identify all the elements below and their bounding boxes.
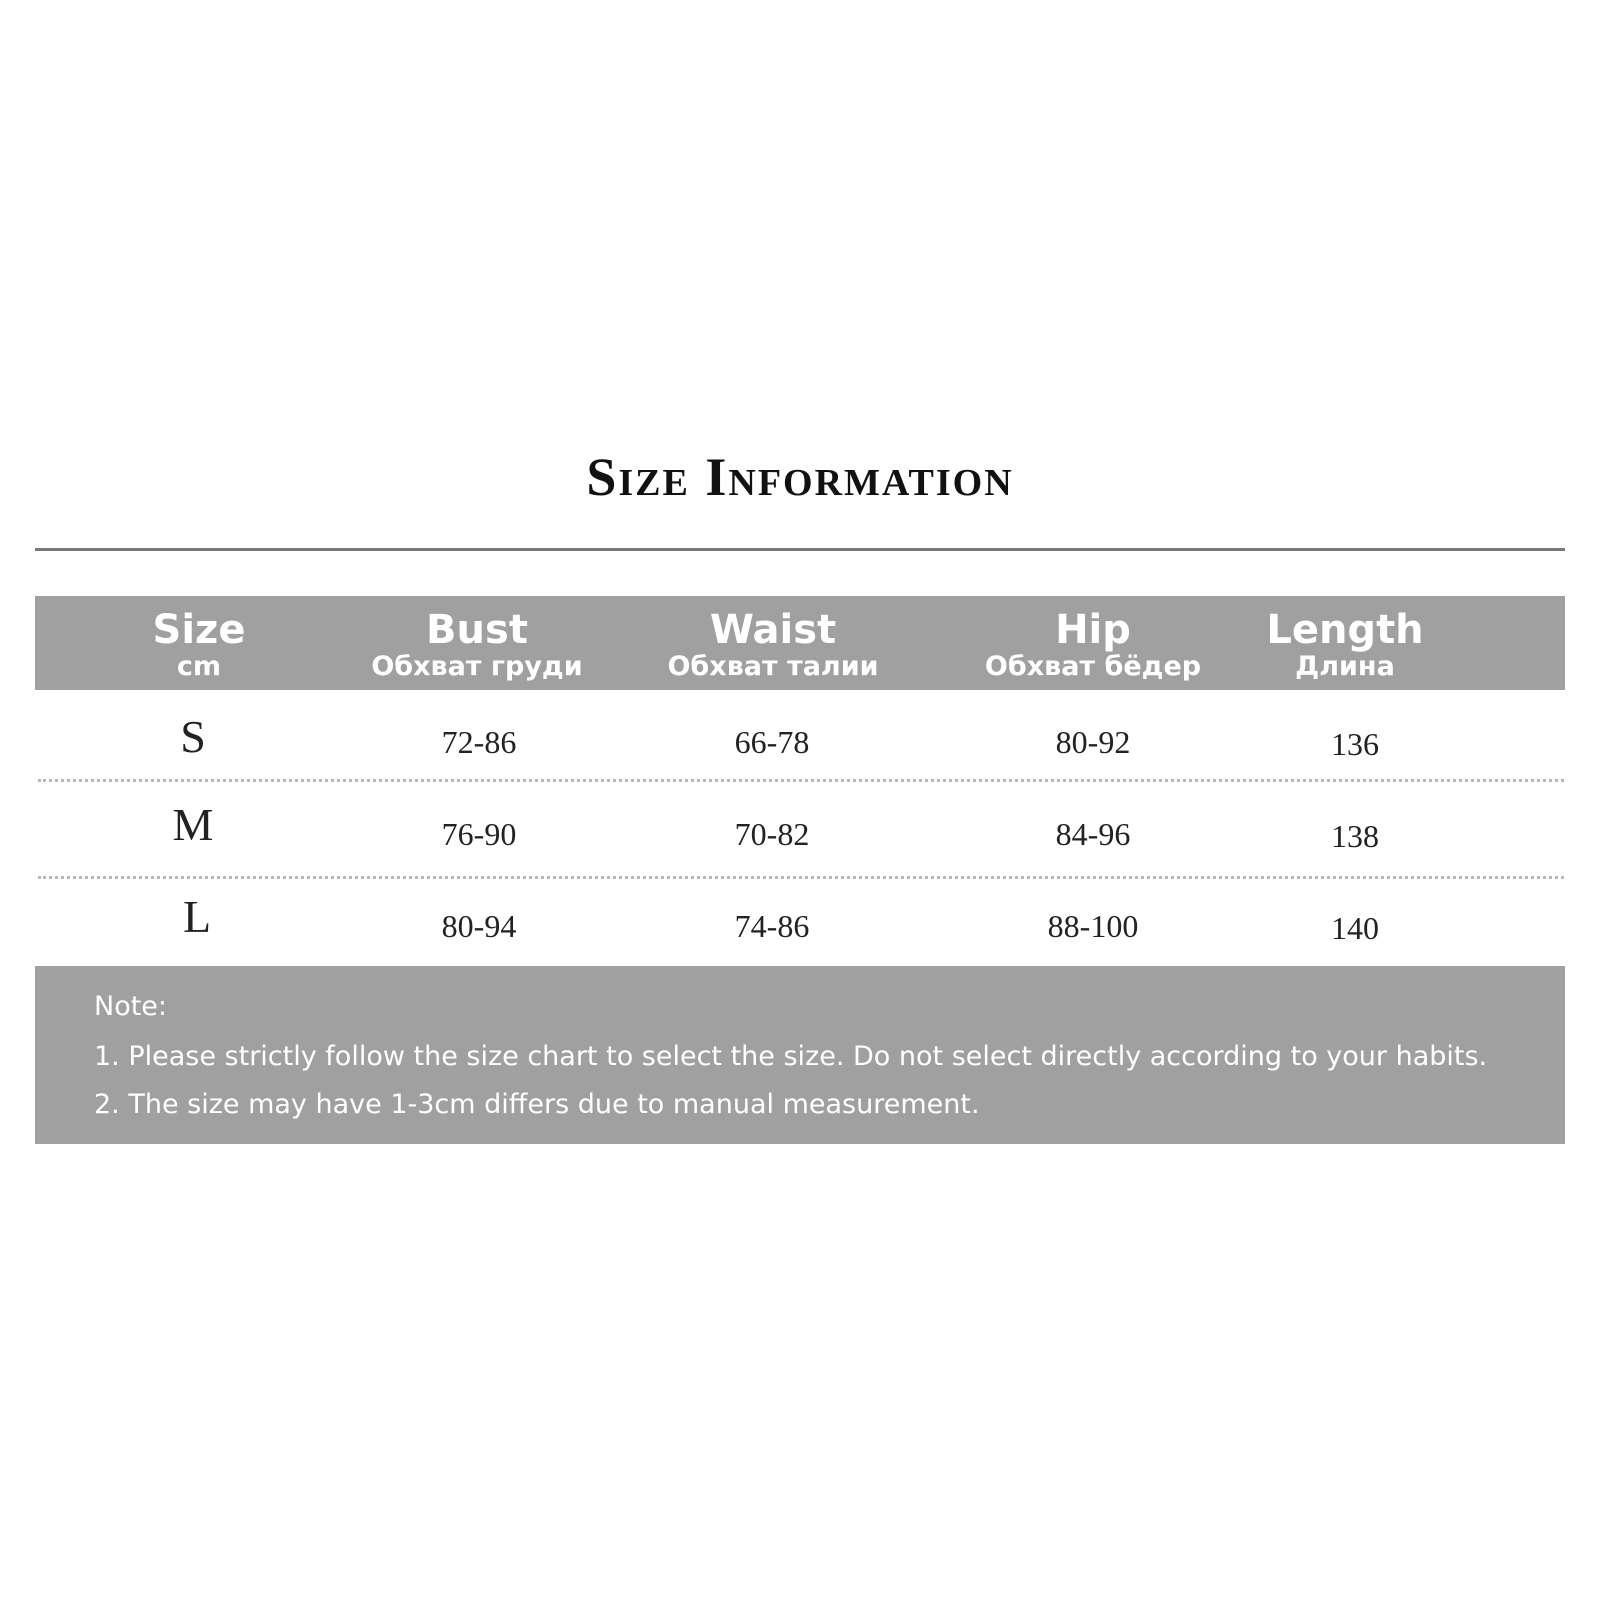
header-size (153, 608, 246, 682)
bust-cell: 72-86 (441, 724, 517, 760)
title-divider (35, 548, 1565, 551)
table-row (35, 886, 1565, 976)
note-line-2: 2. The size may have 1-3cm differs due to manual measurement. (94, 1089, 980, 1120)
row-divider (38, 779, 1564, 782)
hip-cell: 88-100 (1047, 908, 1139, 944)
note-label: Note: (94, 991, 168, 1022)
header-bust-label: Bust (426, 607, 528, 653)
length-cell: 140 (1331, 910, 1379, 946)
size-cell: S (180, 711, 206, 762)
header-length (1266, 608, 1423, 682)
header-bust (371, 608, 582, 682)
note-box (35, 966, 1565, 1144)
header-waist (667, 608, 878, 682)
waist-cell: 66-78 (734, 724, 810, 760)
waist-cell: 70-82 (734, 816, 810, 852)
header-length-sublabel: Длина (1295, 651, 1395, 682)
header-length-label: Length (1266, 607, 1424, 653)
bust-cell: 76-90 (441, 816, 517, 852)
header-size-label: Size (152, 607, 246, 653)
length-cell: 138 (1331, 818, 1379, 854)
header-bust-sublabel: Обхват груди (371, 651, 583, 682)
hip-cell: 84-96 (1055, 816, 1131, 852)
length-cell: 136 (1331, 726, 1379, 762)
table-row (35, 700, 1565, 790)
header-size-unit: cm (176, 651, 222, 682)
bust-cell: 80-94 (441, 908, 517, 944)
header-waist-sublabel: Обхват талии (667, 651, 879, 682)
size-cell: L (182, 891, 212, 942)
hip-cell: 80-92 (1055, 724, 1131, 760)
header-hip (985, 608, 1201, 682)
note-line-1: 1. Please strictly follow the size chart to select the size. Do not select directly according to your habits. (94, 1041, 1488, 1072)
page-title: Size Information (586, 447, 1014, 507)
header-hip-label: Hip (1055, 607, 1131, 653)
size-cell: M (172, 799, 214, 850)
header-waist-label: Waist (709, 607, 837, 653)
row-divider (38, 876, 1564, 879)
waist-cell: 74-86 (734, 908, 810, 944)
table-header (35, 596, 1565, 690)
table-row (35, 792, 1565, 882)
header-hip-sublabel: Обхват бёдер (984, 651, 1202, 682)
